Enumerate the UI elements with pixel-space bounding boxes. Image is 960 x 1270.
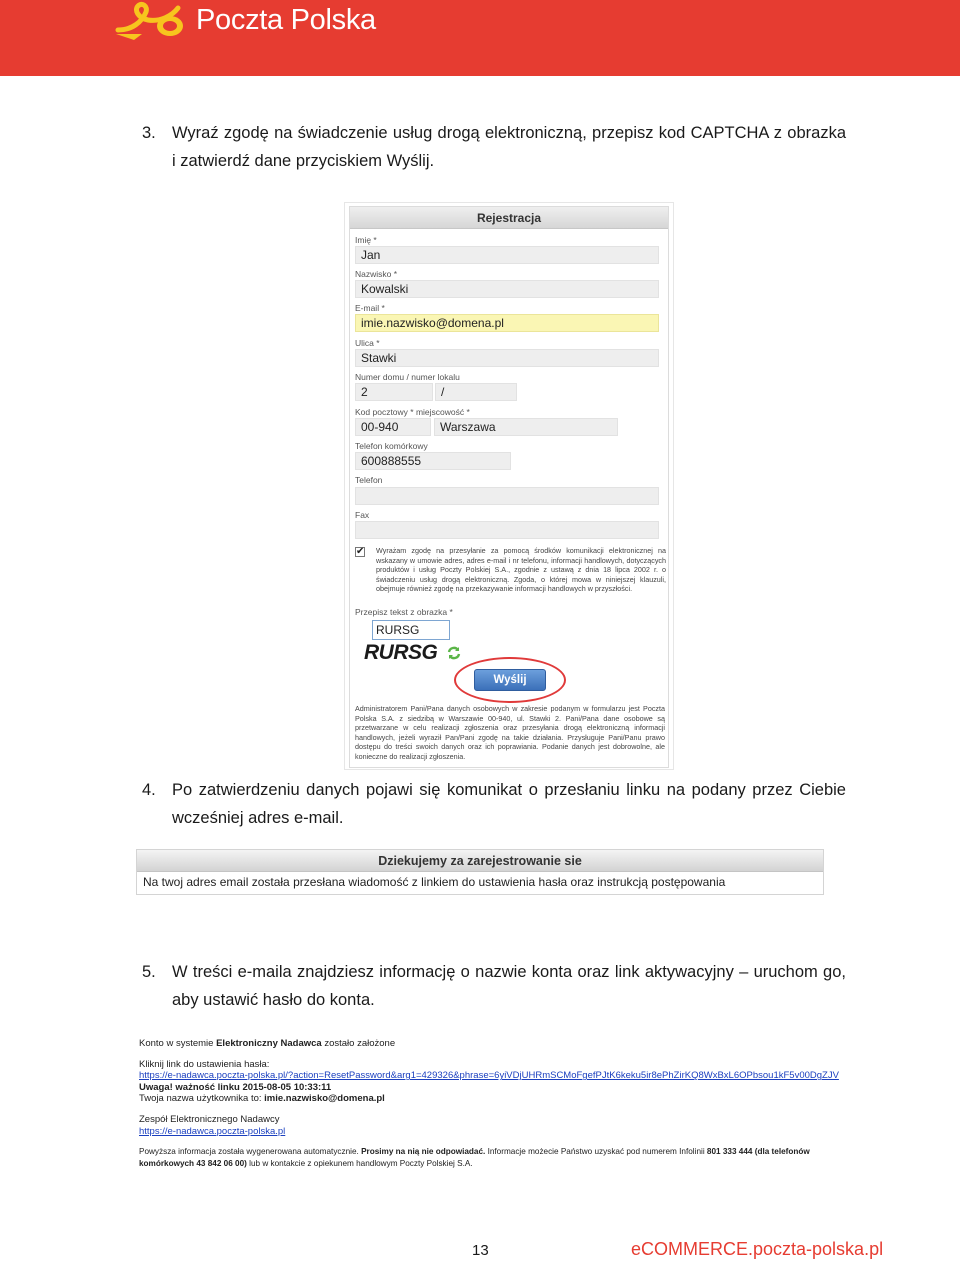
registration-form [349,206,669,768]
email-text: lub w kontakcie z opiekunem handlowym Poczty Polskiej S.A. [246,1158,473,1168]
page-number: 13 [472,1242,489,1259]
phone-input[interactable] [355,487,659,505]
confirmation-title: Dziekujemy za zarejestrowanie sie [137,850,823,872]
email-text: Powyższa informacja została wygenerowana automatycznie. [139,1147,362,1157]
footer-brand-url: eCOMMERCE.poczta-polska.pl [631,1239,884,1259]
username-line [139,1093,839,1105]
email-text: Prosimy na nią nie odpowiadać. [361,1147,486,1157]
street-label: Ulica * [355,338,380,348]
mobile-phone-label: Telefon komórkowy [355,441,428,451]
step-3 [142,119,846,175]
hotline-number: 801 333 444 (dla telefonów [706,1147,810,1157]
city-input[interactable]: Warszawa [434,418,618,436]
consent-text [354,546,666,594]
email-text: Informacje możecie Państwo uzyskać pod numerem Infolinii [485,1147,707,1157]
postal-code-input[interactable]: 00-940 [355,418,431,436]
street-input[interactable]: Stawki [355,349,659,367]
email-input[interactable]: imie.nazwisko@domena.pl [355,314,659,332]
step-number: 3. [142,124,156,142]
e-nadawca-link[interactable]: https://e-nadawca.poczta-polska.pl [139,1125,286,1137]
reset-password-link[interactable]: https://e-nadawca.poczta-polska.pl/?action=ResetPassword&arg1=429326&phrase=6yiVDjUHRmSCMoFgefPJtK6keku5ir8ePhZirKQ8WxBxL6OPbsou1kF5v00DgZJV [139,1070,839,1082]
confirmation-message: Na twoj adres email została przesłana wiadomość z linkiem do ustawienia hasła oraz instrukcją postępowania [143,875,726,889]
brand-name: Poczta Polska [196,4,376,36]
email-text: Konto w systemie [139,1038,217,1049]
link-validity: Uwaga! ważność linku 2015-08-05 10:33:11 [139,1081,332,1093]
step-text: W treści e-maila znajdziesz informację o nazwie konta oraz link aktywacyjny – uruchom go, aby ustawić hasło do konta. [172,963,846,1009]
step-number: 5. [142,963,156,981]
step-5 [142,958,846,1014]
phone-label: Telefon [355,475,383,485]
fax-label: Fax [355,510,370,520]
team-signature: Zespół Elektronicznego Nadawcy [139,1113,280,1125]
consent-paragraph: Wyrażam zgodę na przesyłanie za pomocą środków komunikacji elektronicznej na wskazany w umowie adres, adres e-mail i nr telefonu, informacji handlowych, dotyczących produktów i usług Poczty Polskiej S.A., zgodnie z ustawą z dnia 18 lipca 2002 r. o świadczeniu usług drogą elektroniczną. Zgoda, o której mowa w niniejszej klauzuli, obejmuje również zgodę na przekazywanie informacji handlowych w przyszłości. [376,546,666,594]
first-name-input[interactable]: Jan [355,246,659,264]
captcha-image: RURSG [364,641,438,664]
email-text: Twoja nazwa użytkownika to: [139,1093,265,1105]
email-link-label: Kliknij link do ustawienia hasła: [139,1058,270,1070]
mobile-hotline: komórkowych 43 842 06 00) [139,1158,247,1168]
registration-title: Rejestracja [350,207,668,229]
system-name: Elektroniczny Nadawca [216,1038,322,1049]
apartment-number-input[interactable]: / [435,383,517,401]
email-label: E-mail * [355,303,385,313]
last-name-label: Nazwisko * [355,269,398,279]
first-name-label: Imię * [355,235,377,245]
mobile-phone-input[interactable]: 600888555 [355,452,511,470]
house-number-label: Numer domu / numer lokalu [355,372,460,382]
email-account-line [139,1038,839,1050]
house-number-input[interactable]: 2 [355,383,433,401]
step-text: Po zatwierdzeniu danych pojawi się komunikat o przesłaniu linku na podany przez Ciebie wcześniej adres e-mail. [172,781,846,827]
confirmation-box [136,849,824,895]
step-number: 4. [142,781,156,799]
step-text: Wyraź zgodę na świadczenie usług drogą elektroniczną, przepisz kod CAPTCHA z obrazka i zatwierdź dane przyciskiem Wyślij. [172,124,846,170]
username: imie.nazwisko@domena.pl [264,1093,385,1105]
contact-line [139,1158,839,1170]
postal-code-label: Kod pocztowy * miejscowość * [355,407,470,417]
poczta-polska-horn-icon [112,0,190,44]
send-button[interactable]: Wyślij [474,669,546,691]
captcha-input[interactable]: RURSG [372,620,450,640]
page-header [0,0,960,76]
refresh-icon[interactable] [446,645,462,661]
registration-form-screenshot [344,202,674,770]
email-screenshot [139,1038,839,1169]
admin-notice: Administratorem Pani/Pana danych osobowych w zakresie podanym w formularzu jest Poczta Polska S.A. z siedzibą w Warszawie 00-940, ul. Stawki 2. Pani/Pana dane osobowe są przetwarzane w celu realizacji zgłoszenia oraz przesyłania drogą elektroniczną informacji handlowych, jeżeli wyraził Pan/Pani zgodę na takie działania. Przysługuje Pani/Panu prawo dostępu do treści swoich danych oraz ich poprawiania. Podanie danych jest dobrowolne, ale konieczne do realizacji zgłoszenia. [355,704,665,761]
consent-checkbox[interactable]: ✔ [356,546,365,557]
captcha-label: Przepisz tekst z obrazka * [355,607,453,617]
last-name-input[interactable]: Kowalski [355,280,659,298]
email-text: zostało założone [321,1038,396,1049]
step-4 [142,776,846,832]
fax-input[interactable] [355,521,659,539]
auto-message-line [139,1146,839,1158]
